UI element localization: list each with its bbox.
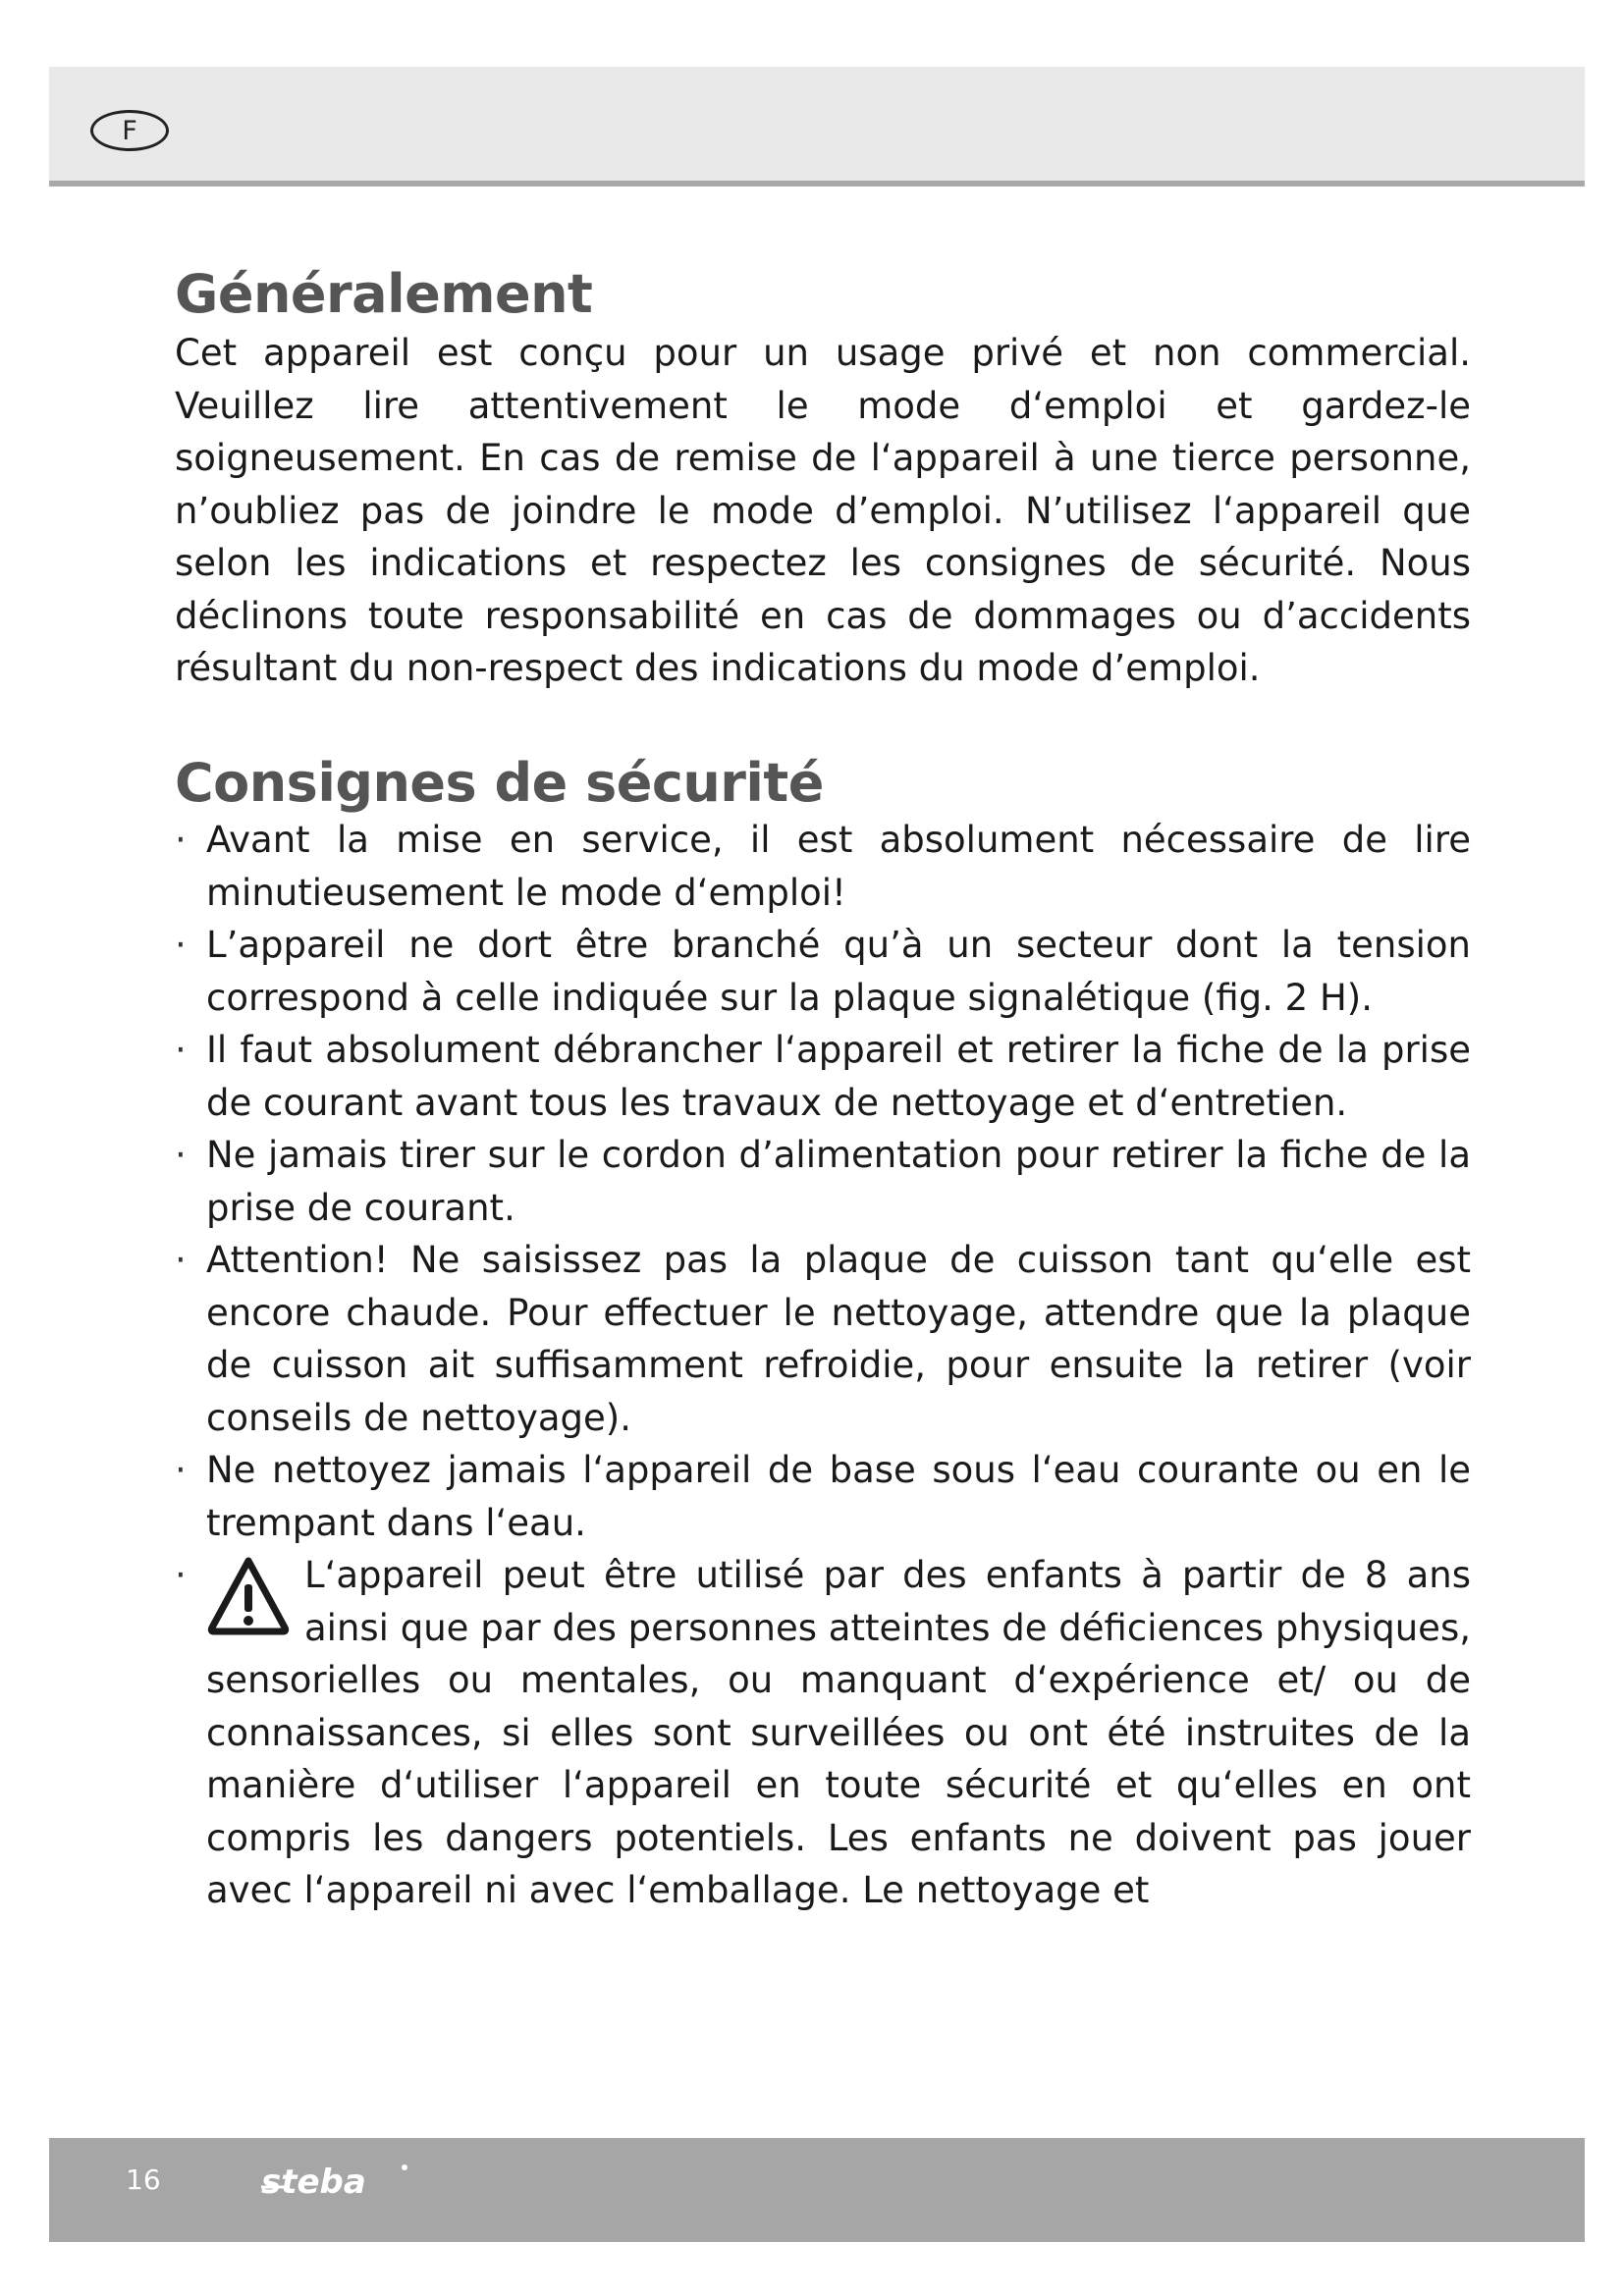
steba-logo [257,2156,414,2211]
language-badge: F [90,110,169,151]
warning-triangle-icon [206,1555,291,1637]
list-item-text: Attention! Ne saisissez pas la plaque de cuisson tant qu‘elle est encore chaude. Pour effectuer le nettoyage, attendre que la plaque de cuisson ait suffisamment refroidie, pour ensuite la retirer (voir conseils de nettoyage). [206,1239,1471,1439]
bullet: · [175,1239,187,1282]
bullet: · [175,819,187,862]
page-number: 16 [126,2163,161,2196]
list-item-warning [175,1549,1471,1917]
list-item [175,1129,1471,1234]
page-content [175,265,1471,1917]
list-item [175,1024,1471,1129]
safety-list [175,814,1471,1917]
section-title-general: Généralement [175,263,593,325]
list-item-text: Avant la mise en service, il est absolument nécessaire de lire minutieusement le mode d‘emploi! [206,819,1471,914]
list-item-text: Ne nettoyez jamais l‘appareil de base sous l‘eau courante ou en le trempant dans l‘eau. [206,1449,1471,1544]
bullet: · [175,1134,187,1177]
list-item [175,919,1471,1024]
section-title-safety: Consignes de sécurité [175,751,824,814]
header-band [49,67,1585,187]
list-item-text: L’appareil ne dort être branché qu’à un secteur dont la tension correspond à celle indiquée sur la plaque signalétique (fig. 2 H). [206,924,1471,1019]
list-item [175,1444,1471,1549]
bullet: · [175,924,187,967]
logo-text: steba [261,2163,366,2202]
general-paragraph: Cet appareil est conçu pour un usage privé et non commercial. Veuillez lire attentivement le mode d‘emploi et gardez-le soigneusement. En cas de remise de l‘appareil à une tierce personne, n’oubliez pas de joindre le mode d’emploi. N’utilisez l‘appareil que selon les indications et respectez les consignes de sécurité. Nous déclinons toute responsabilité en cas de dommages ou d’accidents résultant du non-respect des indications du mode d’emploi. [175,332,1471,690]
list-item-text: Il faut absolument débrancher l‘appareil et retirer la fiche de la prise de courant avant tous les travaux de nettoyage et d‘entretien. [206,1029,1471,1124]
safety-section [175,751,1471,1917]
bullet: · [175,1554,187,1597]
bullet: · [175,1029,187,1072]
list-item [175,1234,1471,1444]
list-item-text: L‘appareil peut être utilisé par des enfants à partir de 8 ans ainsi que par des personnes atteintes de déficiences physiques, sensorielles ou mentales, ou manquant d‘expérience et/ ou de connaissances, si elles sont surveillées ou ont été instruites de la manière d‘utiliser l‘appareil en toute sécurité et qu‘elles en ont compris les dangers potentiels. Les enfants ne doivent pas jouer avec l‘appareil ni avec l‘emballage. Le nettoyage et [206,1554,1471,1912]
list-item-text: Ne jamais tirer sur le cordon d’alimentation pour retirer la fiche de la prise de courant. [206,1134,1471,1229]
list-item [175,814,1471,919]
bullet: · [175,1449,187,1492]
